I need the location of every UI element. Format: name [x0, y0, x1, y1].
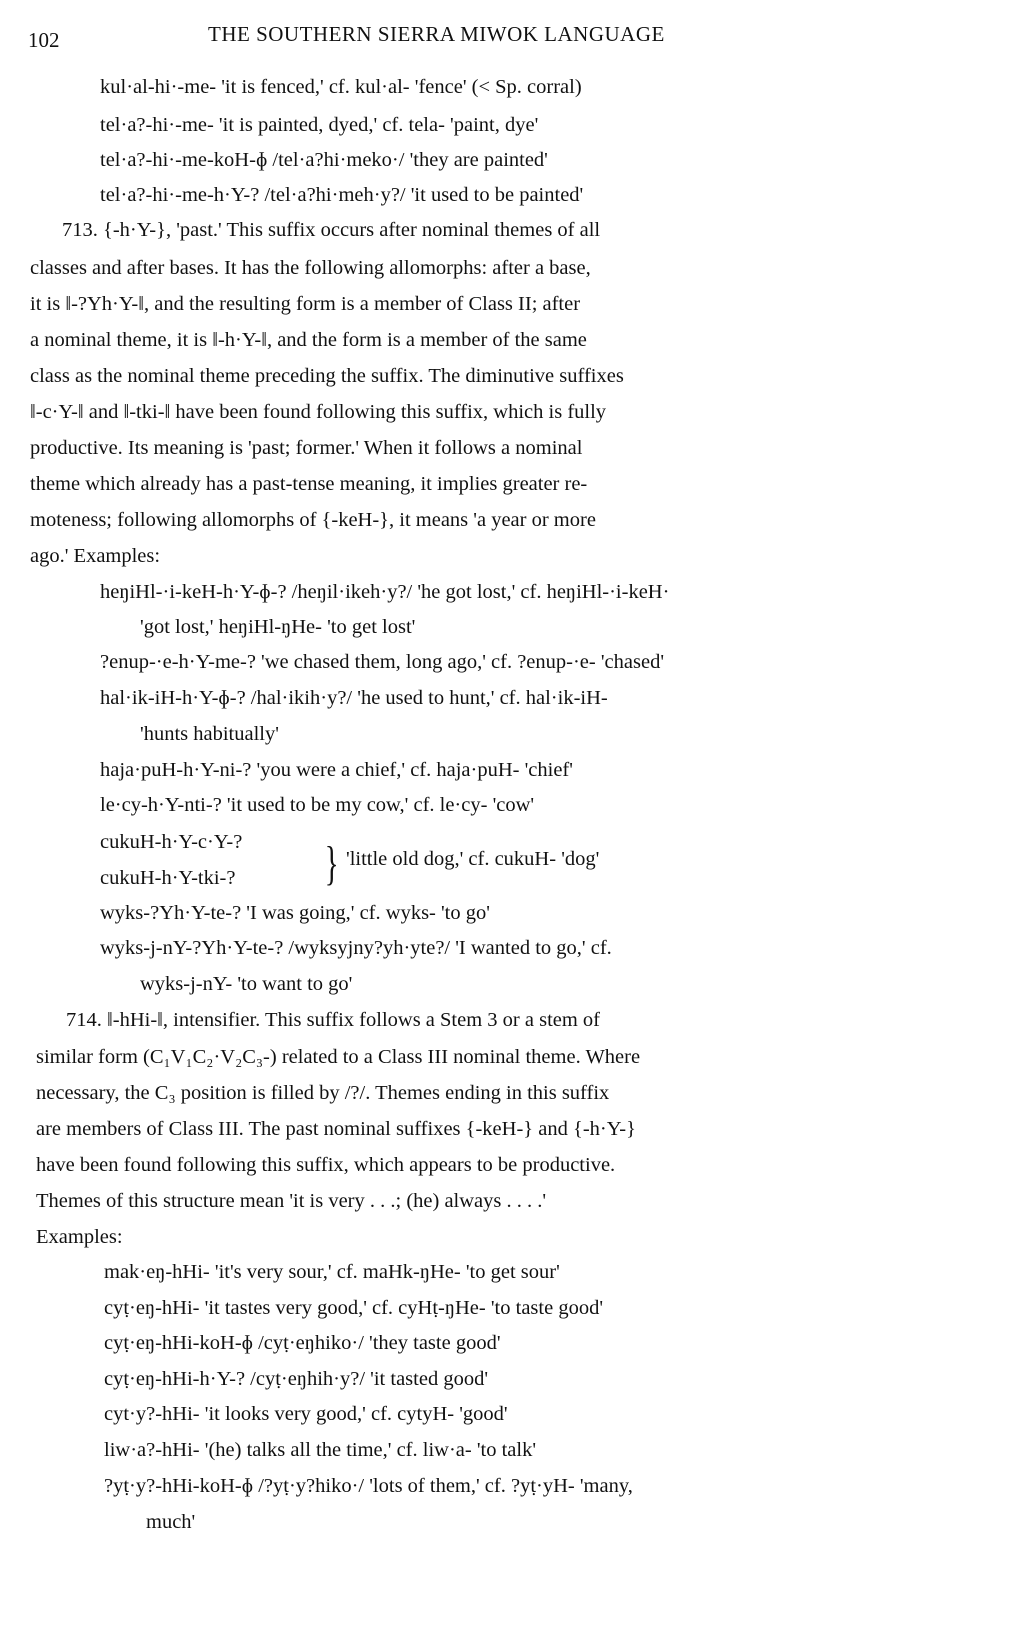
paragraph-line: a nominal theme, it is ‖-h·Y-‖, and the form is a member of the same — [30, 329, 587, 351]
brace-glyph: } — [324, 837, 339, 890]
paragraph-line: have been found following this suffix, which appears to be productive. — [36, 1154, 616, 1176]
example-line: cyṭ·eŋ-hHi-h·Y-? /cyṭ·eŋhih·y?/ 'it tasted good' — [104, 1368, 489, 1390]
example-line: tel·a?-hi·-me- 'it is painted, dyed,' cf. tela- 'paint, dye' — [100, 114, 539, 136]
paragraph-line: ‖-c·Y-‖ and ‖-tki-‖ have been found following this suffix, which is fully — [30, 401, 607, 423]
page-header — [28, 22, 988, 62]
example-continuation: 'hunts habitually' — [140, 723, 279, 745]
example-line: tel·a?-hi·-me-h·Y-? /tel·a?hi·meh·y?/ 'it used to be painted' — [100, 184, 584, 206]
example-line: cukuH-h·Y-c·Y-? — [100, 831, 243, 853]
example-line: cyṭ·eŋ-hHi- 'it tastes very good,' cf. cyHṭ-ŋHe- 'to taste good' — [104, 1297, 604, 1319]
example-line: cyt·y?-hHi- 'it looks very good,' cf. cytyH- 'good' — [104, 1403, 508, 1425]
example-line: haja·puH-h·Y-ni-? 'you were a chief,' cf. haja·puH- 'chief' — [100, 759, 573, 781]
paragraph-line: similar form (C₁V₁C₂·V₂C₃-) related to a Class III nominal theme. Where — [36, 1046, 641, 1068]
paragraph-line: Themes of this structure mean 'it is very . . .; (he) always . . . .' — [36, 1190, 547, 1212]
paragraph-line: productive. Its meaning is 'past; former.' When it follows a nominal — [30, 437, 583, 459]
example-line: wyks-?Yh·Y-te-? 'I was going,' cf. wyks- 'to go' — [100, 902, 490, 924]
paragraph-line: ago.' Examples: — [30, 545, 161, 567]
page-number: 102 — [28, 28, 60, 52]
example-line: kul·al-hi·-me- 'it is fenced,' cf. kul·al- 'fence' (< Sp. corral) — [100, 76, 582, 98]
example-line: mak·eŋ-hHi- 'it's very sour,' cf. maHk-ŋHe- 'to get sour' — [104, 1261, 560, 1283]
paragraph-line: moteness; following allomorphs of {-keH-}, it means 'a year or more — [30, 509, 596, 531]
example-line: liw·a?-hHi- '(he) talks all the time,' cf. liw·a- 'to talk' — [104, 1439, 537, 1461]
paragraph-line: 713. {-h·Y-}, 'past.' This suffix occurs after nominal themes of all — [62, 219, 601, 241]
example-continuation: much' — [146, 1511, 196, 1533]
example-continuation: wyks-j-nY- 'to want to go' — [140, 973, 353, 995]
paragraph-line: Examples: — [36, 1226, 123, 1248]
paragraph-line: class as the nominal theme preceding the suffix. The diminutive suffixes — [30, 365, 624, 387]
example-line: tel·a?-hi·-me-koH-ɸ /tel·a?hi·meko·/ 'they are painted' — [100, 149, 548, 171]
paragraph-line: are members of Class III. The past nominal suffixes {-keH-} and {-h·Y-} — [36, 1118, 636, 1140]
running-title: THE SOUTHERN SIERRA MIWOK LANGUAGE — [208, 22, 665, 46]
paragraph-line: classes and after bases. It has the following allomorphs: after a base, — [30, 257, 591, 279]
example-line: cyṭ·eŋ-hHi-koH-ɸ /cyṭ·eŋhiko·/ 'they taste good' — [104, 1332, 501, 1354]
example-line: le·cy-h·Y-nti-? 'it used to be my cow,' cf. le·cy- 'cow' — [100, 794, 535, 816]
example-gloss: 'little old dog,' cf. cukuH- 'dog' — [346, 848, 600, 870]
example-line: wyks-j-nY-?Yh·Y-te-? /wyksyjny?yh·yte?/ 'I wanted to go,' cf. — [100, 937, 612, 959]
paragraph-line: theme which already has a past-tense meaning, it implies greater re- — [30, 473, 588, 495]
example-line: heŋiHl-·i-keH-h·Y-ɸ-? /heŋil·ikeh·y?/ 'he got lost,' cf. heŋiHl-·i-keH· — [100, 581, 670, 603]
paragraph-line: necessary, the C₃ position is filled by /?/. Themes ending in this suffix — [36, 1082, 610, 1104]
paragraph-line: it is ‖-?Yh·Y-‖, and the resulting form is a member of Class II; after — [30, 293, 581, 315]
example-line: cukuH-h·Y-tki-? — [100, 867, 236, 889]
example-line: ?enup-·e-h·Y-me-? 'we chased them, long ago,' cf. ?enup-·e- 'chased' — [100, 651, 665, 673]
paragraph-line: 714. ‖-hHi-‖, intensifier. This suffix follows a Stem 3 or a stem of — [66, 1009, 601, 1031]
example-line: ?yṭ·y?-hHi-koH-ɸ /?yṭ·y?hiko·/ 'lots of them,' cf. ?yṭ·yH- 'many, — [104, 1475, 633, 1497]
example-line: hal·ik-iH-h·Y-ɸ-? /hal·ikih·y?/ 'he used to hunt,' cf. hal·ik-iH- — [100, 687, 608, 709]
example-continuation: 'got lost,' heŋiHl-ŋHe- 'to get lost' — [140, 616, 416, 638]
